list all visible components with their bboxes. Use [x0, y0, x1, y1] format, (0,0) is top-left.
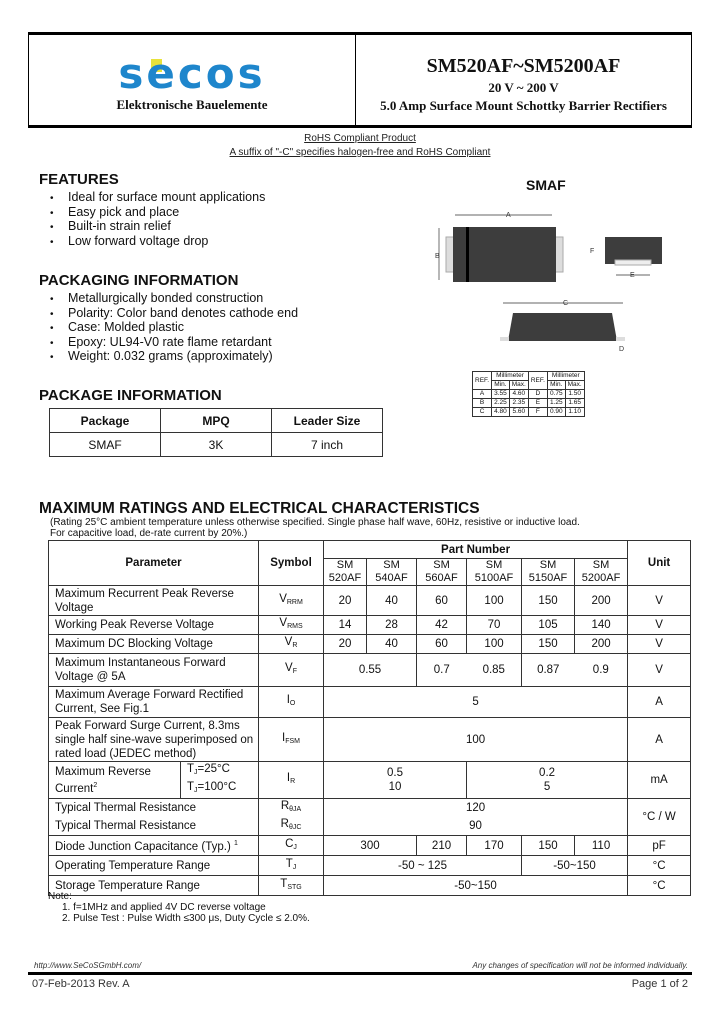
value-cell: 70: [467, 616, 522, 635]
condition-cell: $T_J=25^\circ C$ $T_J=100^\circ C$: [181, 762, 259, 799]
list-item: • Weight: 0.032 grams (approximately): [50, 349, 298, 364]
value-cell: 0.87: [522, 654, 575, 687]
table-row-tj: [49, 856, 691, 876]
parameter-cell: Peak Forward Surge Current, 8.3ms single half sine-wave superimposed on rated load (JEDEC method): [49, 718, 259, 762]
value-cell: 150: [522, 836, 575, 856]
max-header: Max.: [509, 381, 528, 390]
header-symbol: Symbol: [259, 541, 324, 586]
ratings-conditions: [50, 517, 580, 539]
list-item: • Low forward voltage drop: [50, 234, 265, 249]
header-mpq: MPQ: [161, 409, 272, 433]
dimension-table: [472, 371, 585, 417]
symbol-cell: $V_R$: [259, 635, 324, 654]
value-cell: 150: [522, 635, 575, 654]
table-row-rjc: [49, 817, 691, 836]
table-row: [473, 390, 585, 399]
parameter-cell: Maximum Recurrent Peak Reverse Voltage: [49, 586, 259, 616]
note-item: 1. f=1MHz and applied 4V DC reverse voltage: [62, 902, 266, 913]
dim-label-a: A: [506, 212, 511, 219]
value-cell: 140: [575, 616, 628, 635]
value-cell: -50 ~ 125: [324, 856, 522, 876]
value-cell: 0.7: [417, 654, 467, 687]
dim-label-f: F: [590, 248, 595, 255]
table-row-ifsm: [49, 718, 691, 762]
value-cell: 20: [324, 586, 367, 616]
value-cell: 300: [324, 836, 417, 856]
notes-title: Note:: [48, 891, 72, 902]
table-row-rja: [49, 799, 691, 818]
title-block: [356, 55, 691, 114]
unit-cell: pF: [628, 836, 691, 856]
value-cell: 100: [467, 586, 522, 616]
value-cell: 20: [324, 635, 367, 654]
unit-cell: mA: [628, 762, 691, 799]
halogen-free-line: A suffix of "-C" specifies halogen-free and RoHS Compliant: [229, 147, 491, 158]
cell: C: [473, 408, 492, 417]
max-header: Max.: [565, 381, 584, 390]
table-row-vrrm: [49, 586, 691, 616]
part-sm5150af: SM 5150AF: [522, 559, 575, 586]
cell: 1.65: [565, 399, 584, 408]
cell: E: [528, 399, 547, 408]
value-cell: 0.9: [575, 654, 628, 687]
min-header: Min.: [547, 381, 565, 390]
package-table: [49, 408, 383, 457]
value-cell: 100: [467, 635, 522, 654]
value-cell: -50~150: [324, 876, 628, 896]
symbol-cell: $I_{FSM}$: [259, 718, 324, 762]
parameter-cell: Typical Thermal Resistance: [49, 799, 259, 818]
symbol-cell: $R_{\theta JC}$: [259, 817, 324, 836]
part-sm560af: SM 560AF: [417, 559, 467, 586]
note-item: 2. Pulse Test : Pulse Width ≤300 μs, Duty Cycle ≤ 2.0%.: [62, 913, 310, 924]
unit-cell: °C / W: [628, 799, 691, 836]
list-item: • Polarity: Color band denotes cathode end: [50, 306, 298, 321]
unit-header: Millimeter: [492, 372, 529, 381]
value-cell: -50~150: [522, 856, 628, 876]
ref-header: REF.: [528, 372, 547, 390]
ref-header: REF.: [473, 372, 492, 390]
table-row-io: [49, 687, 691, 718]
cell: 2.35: [509, 399, 528, 408]
header-unit: Unit: [628, 541, 691, 586]
value-cell: 200: [575, 586, 628, 616]
packaging-heading: PACKAGING INFORMATION: [39, 272, 239, 289]
page-number: Page 1 of 2: [631, 978, 688, 990]
symbol-cell: $R_{\theta JA}$: [259, 799, 324, 818]
parameter-cell: Maximum Instantaneous Forward Voltage @ 5A: [49, 654, 259, 687]
cell: 2.25: [492, 399, 510, 408]
symbol-cell: $I_O$: [259, 687, 324, 718]
parameter-cell: Typical Thermal Resistance: [49, 817, 259, 836]
symbol-cell: $V_F$: [259, 654, 324, 687]
table-row-vr: [49, 635, 691, 654]
parameter-cell: Maximum DC Blocking Voltage: [49, 635, 259, 654]
ratings-table: [48, 540, 691, 896]
list-item: • Easy pick and place: [50, 205, 265, 220]
value-cell: 105: [522, 616, 575, 635]
logo-text: secos: [118, 49, 266, 98]
value-cell: 100: [324, 718, 628, 762]
unit-cell: °C: [628, 876, 691, 896]
list-item: • Metallurgically bonded construction: [50, 291, 298, 306]
value-cell: 0.55: [324, 654, 417, 687]
package-value: SMAF: [50, 433, 161, 457]
table-row-vrms: [49, 616, 691, 635]
cell: 1.10: [565, 408, 584, 417]
symbol-cell: $V_{RRM}$: [259, 586, 324, 616]
header-part-number: Part Number: [324, 541, 628, 559]
cell: B: [473, 399, 492, 408]
cell: F: [528, 408, 547, 417]
dim-label-e: E: [630, 272, 635, 279]
disclaimer: Any changes of specification will not be informed individually.: [472, 961, 688, 970]
table-row-cj: [49, 836, 691, 856]
table-row-ir: [49, 762, 691, 799]
symbol-cell: $I_R$: [259, 762, 324, 799]
footer-rule: [28, 972, 692, 975]
conditions-line: (Rating 25°C ambient temperature unless otherwise specified. Single phase half wave, 60Hz, resistive or inductive load.: [50, 517, 580, 528]
cell: 1.25: [547, 399, 565, 408]
cell: 1.50: [565, 390, 584, 399]
unit-cell: V: [628, 586, 691, 616]
parameter-cell: Operating Temperature Range: [49, 856, 259, 876]
unit-cell: V: [628, 635, 691, 654]
symbol-cell: $T_J$: [259, 856, 324, 876]
value-cell: 28: [367, 616, 417, 635]
unit-cell: A: [628, 687, 691, 718]
cell: 0.75: [547, 390, 565, 399]
cell: D: [528, 390, 547, 399]
dim-label-b: B: [435, 253, 440, 260]
date-revision: 07-Feb-2013 Rev. A: [32, 978, 130, 990]
part-range: SM520AF~SM5200AF: [426, 55, 621, 77]
value-cell: 14: [324, 616, 367, 635]
parameter-cell: Storage Temperature Range: [49, 876, 259, 896]
list-item: • Case: Molded plastic: [50, 320, 298, 335]
packaging-list: [50, 291, 298, 364]
mpq-value: 3K: [161, 433, 272, 457]
list-item: • Built-in strain relief: [50, 219, 265, 234]
features-heading: FEATURES: [39, 171, 119, 188]
symbol-cell: $V_{RMS}$: [259, 616, 324, 635]
ratings-heading: MAXIMUM RATINGS AND ELECTRICAL CHARACTERISTICS: [39, 500, 480, 517]
part-sm540af: SM 540AF: [367, 559, 417, 586]
product-description: 5.0 Amp Surface Mount Schottky Barrier Rectifiers: [380, 98, 667, 113]
header-package: Package: [50, 409, 161, 433]
rohs-line: RoHS Compliant Product: [304, 133, 416, 144]
value-cell: 0.2 5: [467, 762, 628, 799]
unit-cell: V: [628, 616, 691, 635]
table-row: [473, 399, 585, 408]
header-leader-size: Leader Size: [272, 409, 383, 433]
part-sm520af: SM 520AF: [324, 559, 367, 586]
value-cell: 5: [324, 687, 628, 718]
value-cell: 40: [367, 635, 417, 654]
conditions-line: For capacitive load, de-rate current by 20%.): [50, 528, 248, 539]
dim-label-d: D: [619, 346, 625, 353]
value-cell: 110: [575, 836, 628, 856]
part-sm5200af: SM 5200AF: [575, 559, 628, 586]
package-name: SMAF: [526, 177, 566, 193]
package-outline-diagram: [430, 200, 690, 360]
value-cell: 150: [522, 586, 575, 616]
notes: [48, 891, 310, 924]
features-list: [50, 190, 265, 248]
value-cell: 120: [324, 799, 628, 818]
leader-size-value: 7 inch: [272, 433, 383, 457]
company-logo: [29, 49, 355, 113]
value-cell: 42: [417, 616, 467, 635]
cell: 4.80: [492, 408, 510, 417]
unit-cell: V: [628, 654, 691, 687]
list-item: • Epoxy: UL94-V0 rate flame retardant: [50, 335, 298, 350]
cell: 0.90: [547, 408, 565, 417]
value-cell: 0.85: [467, 654, 522, 687]
parameter-cell: Working Peak Reverse Voltage: [49, 616, 259, 635]
value-cell: 0.5 10: [324, 762, 467, 799]
cell: 3.55: [492, 390, 510, 399]
cell: A: [473, 390, 492, 399]
value-cell: 60: [417, 635, 467, 654]
symbol-cell: $T_{STG}$: [259, 876, 324, 896]
package-info-heading: PACKAGE INFORMATION: [39, 387, 222, 404]
parameter-cell: Maximum Reverse Current$^2$: [49, 762, 181, 799]
header-parameter: Parameter: [49, 541, 259, 586]
min-header: Min.: [492, 381, 510, 390]
symbol-cell: $C_J$: [259, 836, 324, 856]
value-cell: 170: [467, 836, 522, 856]
table-row-vf: [49, 654, 691, 687]
value-cell: 90: [324, 817, 628, 836]
voltage-range: 20 V ~ 200 V: [488, 80, 559, 95]
cell: 5.60: [509, 408, 528, 417]
value-cell: 200: [575, 635, 628, 654]
list-item: • Ideal for surface mount applications: [50, 190, 265, 205]
header-box: [28, 32, 692, 128]
parameter-cell: Maximum Average Forward Rectified Current, See Fig.1: [49, 687, 259, 718]
unit-header: Millimeter: [547, 372, 584, 381]
part-sm5100af: SM 5100AF: [467, 559, 522, 586]
parameter-cell: Diode Junction Capacitance (Typ.) $^1$: [49, 836, 259, 856]
value-cell: 60: [417, 586, 467, 616]
table-row: [473, 408, 585, 417]
unit-cell: °C: [628, 856, 691, 876]
website-link[interactable]: http://www.SeCoSGmbH.com/: [34, 961, 142, 970]
company-name: Elektronische Bauelemente: [116, 97, 268, 112]
cell: 4.60: [509, 390, 528, 399]
unit-cell: A: [628, 718, 691, 762]
dim-label-c: C: [563, 300, 569, 307]
value-cell: 40: [367, 586, 417, 616]
value-cell: 210: [417, 836, 467, 856]
